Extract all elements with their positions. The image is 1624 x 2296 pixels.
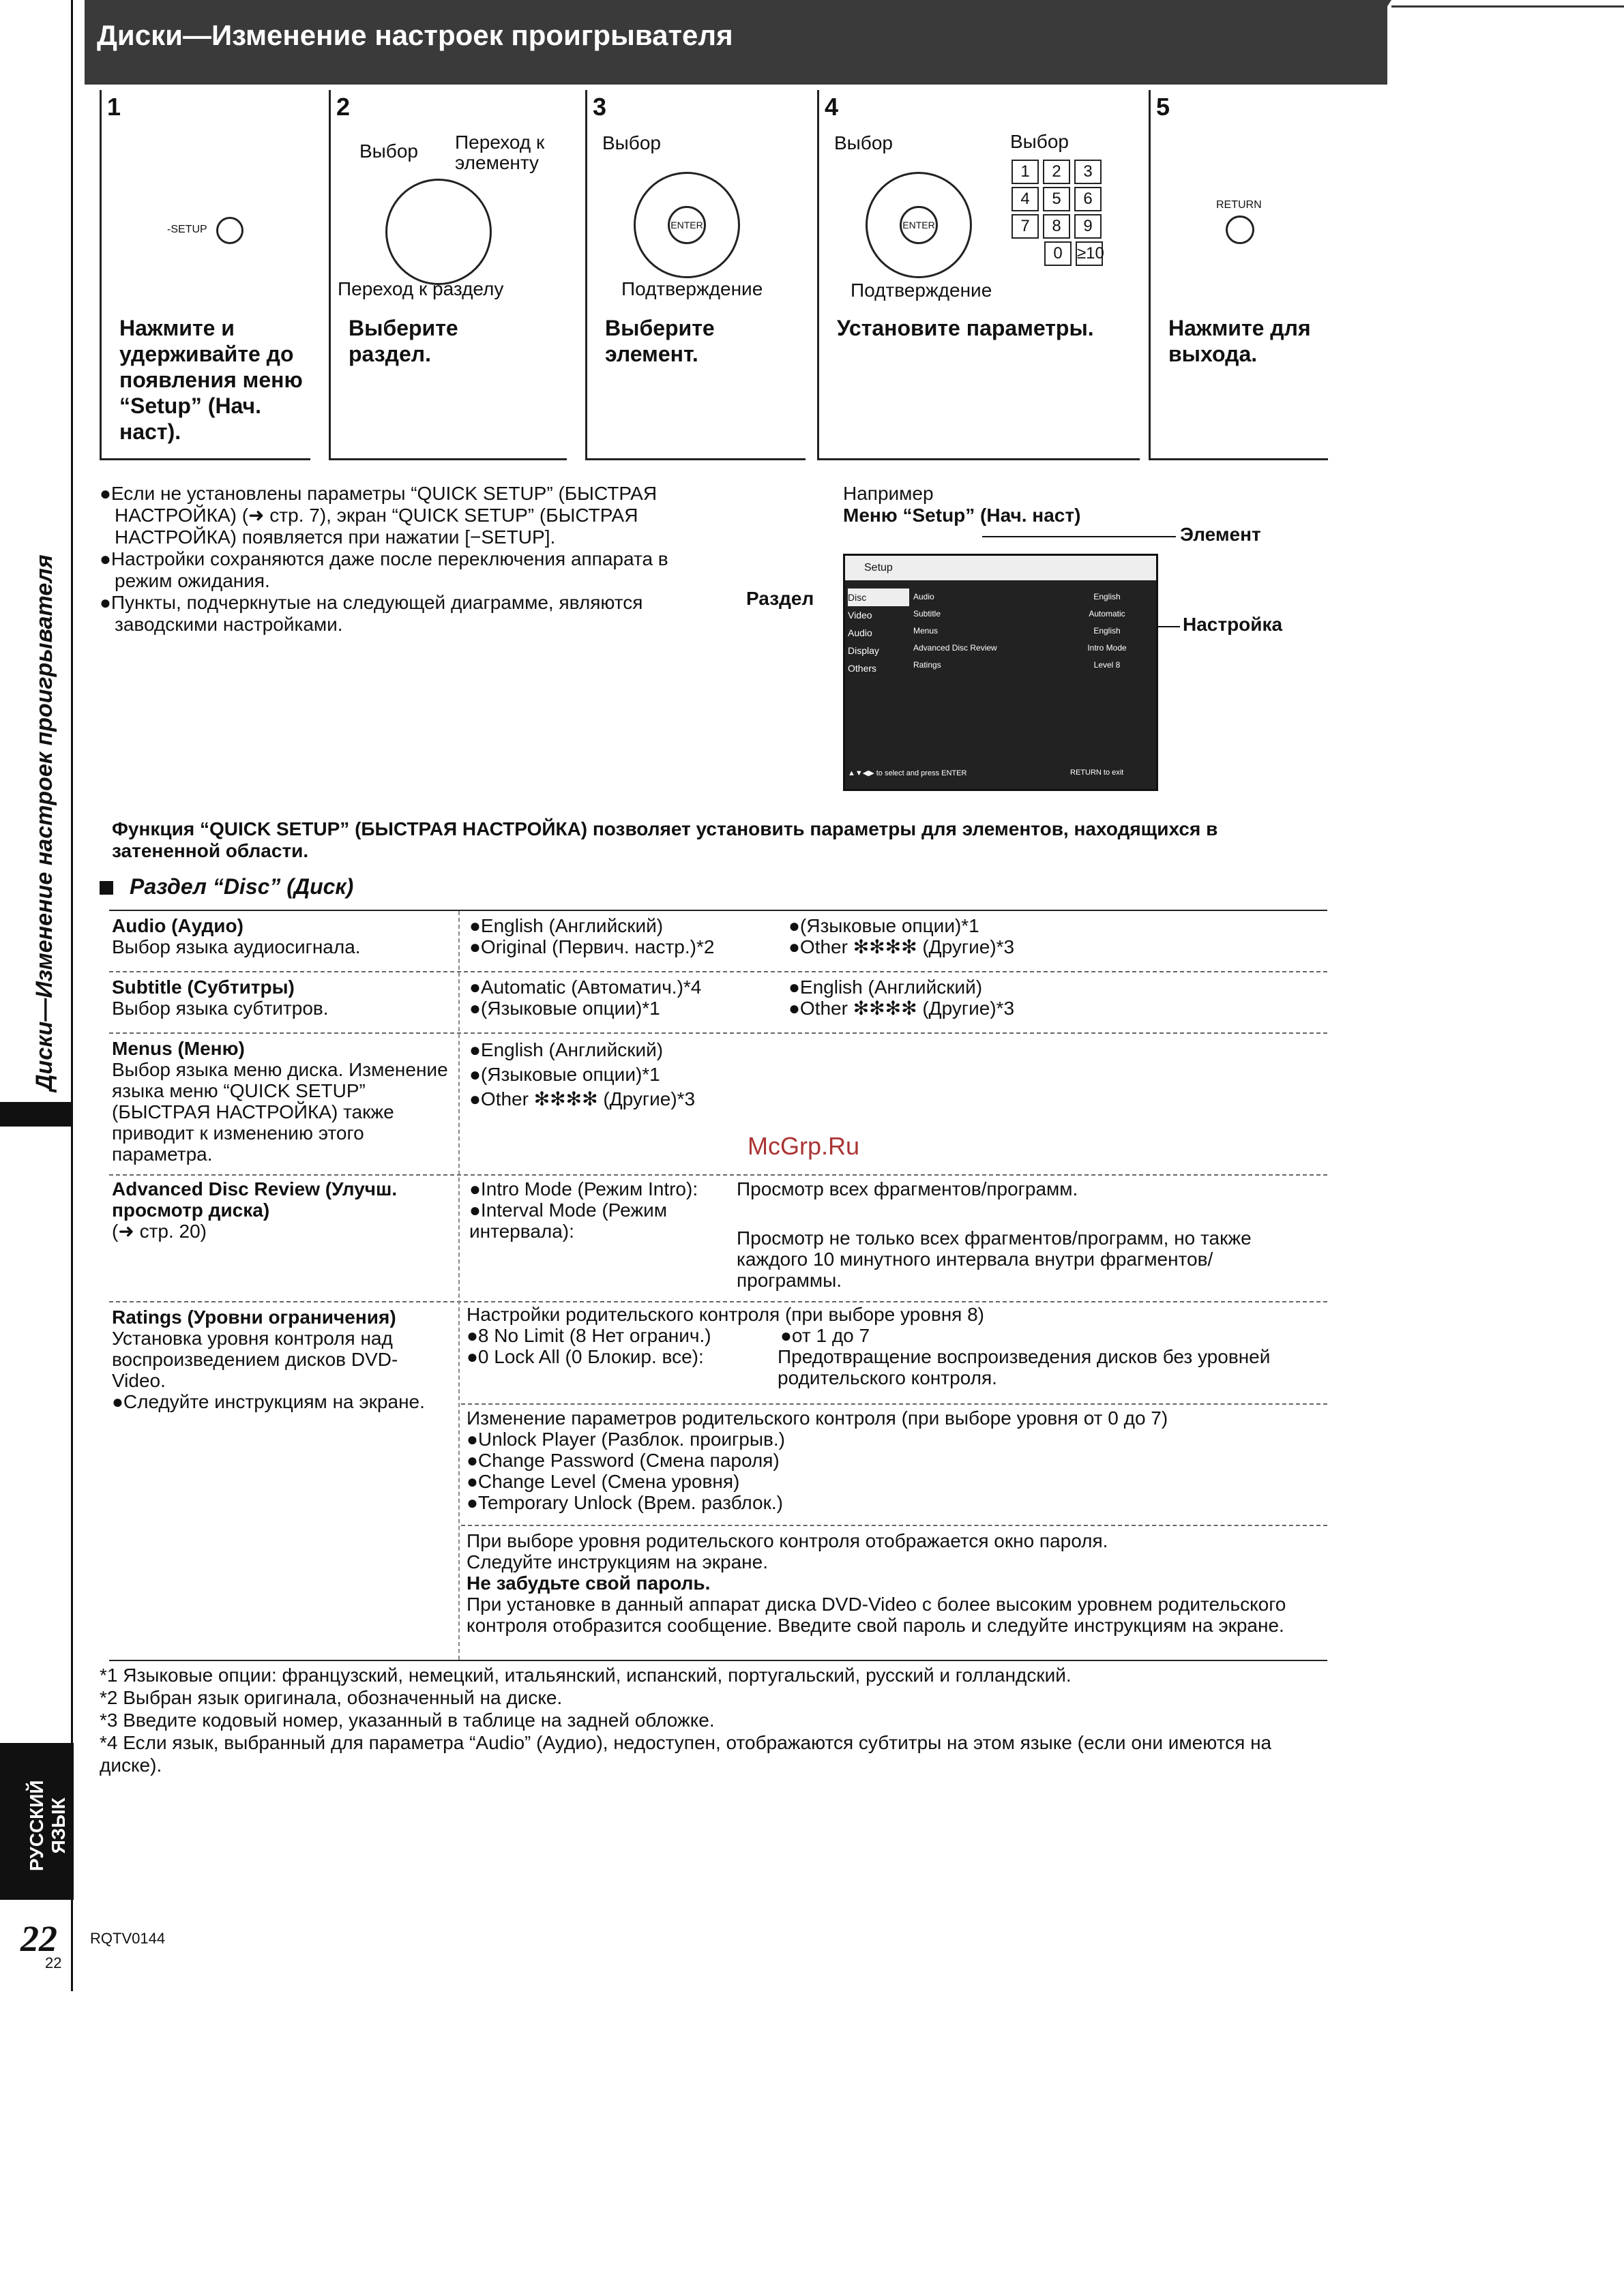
option: ●Change Password (Смена пароля) — [467, 1450, 780, 1471]
page-number: 22 — [20, 1918, 57, 1959]
return-button-icon — [1226, 215, 1254, 244]
option: ●0 Lock All (0 Блокир. все): — [467, 1346, 704, 1367]
row-title: Menus (Меню) — [112, 1038, 245, 1059]
menu-items — [913, 588, 1050, 674]
option: ●Unlock Player (Разблок. проигрыв.) — [467, 1429, 785, 1450]
table-row — [112, 1038, 453, 1165]
row-options — [469, 1178, 742, 1242]
row-divider — [109, 1301, 1327, 1302]
menu-section-others: Others — [848, 663, 877, 674]
step-caption: Выберите раздел. — [349, 316, 458, 366]
header-skew — [1337, 0, 1391, 85]
document-code: RQTV0144 — [90, 1930, 166, 1947]
option: ●(Языковые опции)*1 — [788, 915, 979, 936]
row-option-desc — [737, 1178, 1323, 1199]
side-running-title: Диски—Изменение настроек проигрывателя — [31, 554, 57, 1091]
menu-item: Audio — [913, 592, 934, 601]
row-options-2 — [788, 976, 1266, 1019]
element-leader — [982, 536, 1176, 537]
option: ●Change Level (Смена уровня) — [467, 1471, 740, 1492]
key-1: 1 — [1012, 160, 1039, 184]
header-hairline — [1391, 5, 1624, 8]
option: ●(Языковые опции)*1 — [469, 998, 660, 1019]
option: ●Other ✻✻✻✻ (Другие)*3 — [469, 1088, 696, 1109]
label-select: Выбор — [359, 140, 418, 162]
step-caption: Нажмите для выхода. — [1168, 316, 1311, 366]
option: ●Automatic (Автоматич.)*4 — [469, 976, 702, 998]
menu-item: Ratings — [913, 660, 941, 670]
row-desc: Выбор языка меню диска. Изменение языка меню “QUICK SETUP” (БЫСТРАЯ НАСТРОЙКА) также приводит к изменению этого параметра. — [112, 1059, 448, 1165]
key-10plus: ≥10 — [1076, 241, 1103, 266]
note-item: ●Пункты, подчеркнутые на следующей диаграмме, являются заводскими настройками. — [100, 592, 643, 635]
row-divider — [109, 1032, 1327, 1034]
menu-footer-left: ▲▼◀▶ to select and press ENTER — [848, 769, 967, 777]
password-text: При установке в данный аппарат диска DVD-Video с более высоким уровнем родительского контроля отобразится сообщение. Введите свой пароль и следуйте инструкциям на экране. — [467, 1594, 1286, 1636]
label-confirm: Подтверждение — [621, 278, 763, 299]
password-text: При выборе уровня родительского контроля отображается окно пароля. — [467, 1530, 1108, 1551]
label-confirm: Подтверждение — [851, 280, 992, 301]
row-desc-note: ●Следуйте инструкциям на экране. — [112, 1391, 425, 1412]
menu-item: Menus — [913, 626, 939, 636]
step-caption: Выберите элемент. — [605, 316, 715, 366]
label-goto-item: Переход к элементу — [455, 132, 545, 173]
row-divider — [461, 1525, 1327, 1526]
setup-button-icon — [216, 217, 243, 244]
footnote: *4 Если язык, выбранный для параметра “Audio” (Аудио), недоступен, отображаются субтитры на этом языке (если они имеются на диске). — [100, 1732, 1272, 1776]
row-divider — [109, 1174, 1327, 1176]
table-row — [112, 1307, 439, 1412]
step-number: 3 — [593, 93, 607, 121]
footnotes — [100, 1664, 1300, 1776]
menu-item: Subtitle — [913, 609, 941, 618]
key-2: 2 — [1043, 160, 1070, 184]
option: ●Other ✻✻✻✻ (Другие)*3 — [788, 936, 1015, 957]
table-row — [112, 976, 453, 1019]
ratings-option-row — [467, 1325, 1326, 1346]
element-label: Элемент — [1180, 524, 1261, 545]
section-title: Раздел “Disc” (Диск) — [130, 874, 354, 899]
menu-title: Setup — [845, 556, 1156, 580]
setup-menu-screenshot — [843, 554, 1158, 791]
menu-value: English — [1093, 626, 1121, 636]
row-divider — [109, 971, 1327, 972]
step-number: 5 — [1156, 93, 1170, 121]
menu-section-video: Video — [848, 610, 872, 621]
table-row — [112, 915, 453, 957]
language-tab-text — [26, 1780, 70, 1871]
setting-label: Настройка — [1183, 614, 1283, 635]
row-desc: Выбор языка аудиосигнала. — [112, 936, 361, 957]
key-9: 9 — [1074, 214, 1102, 239]
row-title: Subtitle (Субтитры) — [112, 976, 295, 998]
row-options — [469, 1038, 810, 1112]
row-options-2 — [788, 915, 1266, 957]
side-marker-bar — [0, 1102, 71, 1127]
example-label: Например — [843, 483, 934, 504]
option: ●Interval Mode (Режим интервала): — [469, 1199, 667, 1242]
menu-section-audio: Audio — [848, 627, 872, 638]
menu-section-display: Display — [848, 645, 879, 656]
option: ●(Языковые опции)*1 — [469, 1064, 660, 1085]
navigation-dial-icon — [385, 179, 492, 285]
option-value: Предотвращение воспроизведения дисков без уровней родительского контроля. — [778, 1346, 1271, 1388]
menu-sections — [848, 588, 909, 677]
option-desc: Просмотр всех фрагментов/программ. — [737, 1178, 1078, 1199]
menu-value: English — [1093, 592, 1121, 601]
menu-section-disc: Disc — [848, 588, 909, 606]
menu-value: Intro Mode — [1087, 643, 1127, 653]
label-select: Выбор — [602, 132, 661, 153]
ratings-head-2: Изменение параметров родительского контроля (при выборе уровня от 0 до 7) — [467, 1407, 1168, 1429]
step-2 — [329, 90, 567, 460]
section-bullet-icon — [100, 881, 113, 895]
page-number-small: 22 — [45, 1954, 62, 1971]
row-desc: Выбор языка субтитров. — [112, 998, 329, 1019]
step-caption: Установите параметры. — [837, 316, 1094, 340]
row-options — [469, 915, 769, 957]
step-caption: Нажмите и удерживайте до появления меню “Setup” (Нач. наст). — [119, 316, 303, 444]
language-tab-line: РУССКИЙ — [26, 1780, 47, 1871]
watermark: McGrp.Ru — [748, 1132, 860, 1160]
column-divider — [458, 911, 460, 1660]
option: ●8 No Limit (8 Нет огранич.) — [467, 1325, 711, 1346]
key-8: 8 — [1043, 214, 1070, 239]
menu-footer-right: RETURN to exit — [1070, 769, 1124, 777]
note-item: ●Настройки сохраняются даже после переключения аппарата в режим ожидания. — [100, 548, 668, 591]
ratings-head: Настройки родительского контроля (при выборе уровня 8) — [467, 1304, 984, 1325]
language-tab-line: ЯЗЫК — [48, 1798, 69, 1854]
key-4: 4 — [1012, 187, 1039, 211]
key-0: 0 — [1044, 241, 1072, 266]
option: ●Intro Mode (Режим Intro): — [469, 1178, 698, 1199]
key-5: 5 — [1043, 187, 1070, 211]
row-desc: Установка уровня контроля над воспроизведением дисков DVD-Video. — [112, 1328, 398, 1391]
table-bottom-rule — [109, 1660, 1327, 1661]
label-select: Выбор — [834, 132, 893, 153]
row-options — [469, 976, 769, 1019]
option: ●English (Английский) — [469, 915, 664, 936]
step-5 — [1149, 90, 1328, 460]
table-top-rule — [109, 910, 1327, 911]
row-title: Advanced Disc Review (Улучш. просмотр диска) — [112, 1178, 398, 1221]
key-6: 6 — [1074, 187, 1102, 211]
ratings-option-row — [467, 1346, 1326, 1394]
quick-setup-note: Функция “QUICK SETUP” (БЫСТРАЯ НАСТРОЙКА) позволяет установить параметры для элементов, находящихся в затененной области. — [112, 818, 1218, 861]
option-value: ●от 1 до 7 — [780, 1325, 870, 1346]
label-select-2: Выбор — [1010, 131, 1069, 152]
menu-value: Automatic — [1089, 609, 1125, 618]
row-title: Audio (Аудио) — [112, 915, 243, 936]
enter-button-icon: ENTER — [668, 206, 706, 244]
key-7: 7 — [1012, 214, 1039, 239]
note-item: ●Если не установлены параметры “QUICK SETUP” (БЫСТРАЯ НАСТРОЙКА) (➜ стр. 7), экран “QUICK SETUP” (БЫСТРАЯ НАСТРОЙКА) появляется при нажатии [−SETUP]. — [100, 483, 658, 548]
option-desc: Просмотр не только всех фрагментов/программ, но также каждого 10 минутного интервала внутри фрагментов/ программы. — [737, 1227, 1252, 1291]
password-warning: Не забудьте свой пароль. — [467, 1572, 711, 1594]
step-number: 4 — [825, 93, 839, 121]
notes-list — [100, 483, 713, 636]
setup-button-label: -SETUP — [167, 224, 207, 235]
option: ●English (Английский) — [788, 976, 983, 998]
row-title: Ratings (Уровни ограничения) — [112, 1307, 396, 1328]
key-3: 3 — [1074, 160, 1102, 184]
return-button-label: RETURN — [1216, 199, 1262, 211]
row-option-desc — [737, 1227, 1323, 1291]
option: ●Temporary Unlock (Врем. разблок.) — [467, 1492, 783, 1513]
option: ●Other ✻✻✻✻ (Другие)*3 — [788, 998, 1015, 1019]
footnote: *1 Языковые опции: французский, немецкий, итальянский, испанский, португальский, русский и голландский. — [100, 1665, 1072, 1686]
step-3 — [585, 90, 806, 460]
table-row — [112, 1178, 453, 1242]
example-title: Меню “Setup” (Нач. наст) — [843, 505, 1081, 526]
step-number: 1 — [107, 93, 121, 121]
footnote: *2 Выбран язык оригинала, обозначенный на диске. — [100, 1687, 563, 1708]
menu-item: Advanced Disc Review — [913, 643, 997, 653]
step-number: 2 — [336, 93, 351, 121]
option: ●English (Английский) — [469, 1039, 664, 1060]
label-goto-section: Переход к разделу — [338, 278, 504, 299]
option: ●Original (Первич. настр.)*2 — [469, 936, 715, 957]
page-title: Диски—Изменение настроек проигрывателя — [97, 19, 733, 51]
ratings-block — [467, 1304, 1326, 1394]
step-1 — [100, 90, 310, 460]
step-4 — [817, 90, 1140, 460]
number-keypad — [1012, 158, 1134, 267]
password-text: Следуйте инструкциям на экране. — [467, 1551, 768, 1572]
margin-rule — [71, 0, 73, 1991]
row-desc: (➜ стр. 20) — [112, 1221, 207, 1242]
enter-button-icon: ENTER — [900, 206, 938, 244]
menu-value: Level 8 — [1093, 660, 1121, 670]
menu-values — [1063, 588, 1151, 674]
password-block — [467, 1530, 1326, 1636]
footnote: *3 Введите кодовый номер, указанный в таблице на задней обложке. — [100, 1710, 715, 1731]
row-divider — [461, 1403, 1327, 1405]
section-label: Раздел — [746, 588, 814, 609]
ratings-change-block — [467, 1407, 1326, 1513]
